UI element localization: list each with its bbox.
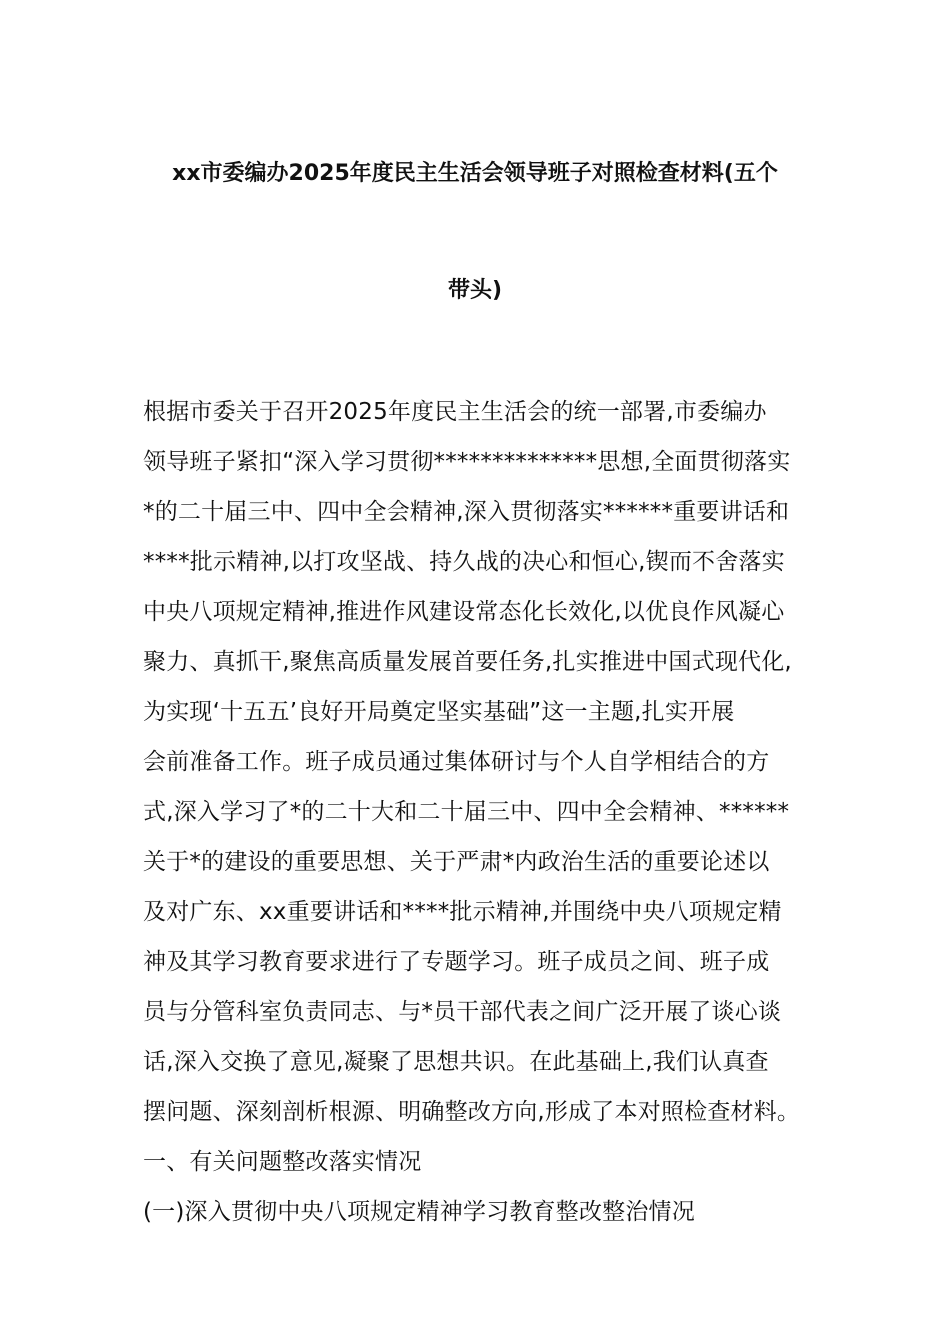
body-text-line: 根据市委关于召开2025年度民主生活会的统一部署,市委编办: [143, 399, 767, 425]
body-text-line: 话,深入交换了意见,凝聚了思想共识。在此基础上,我们认真查: [143, 1049, 769, 1075]
body-text-line: 神及其学习教育要求进行了专题学习。班子成员之间、班子成: [143, 949, 770, 975]
body-text-line: 领导班子紧扣“深入学习贯彻**************思想,全面贯彻落实: [143, 449, 791, 475]
subsection-heading: (一)深入贯彻中央八项规定精神学习教育整改整治情况: [143, 1199, 695, 1225]
document-title-line-1: xx市委编办2025年度民主生活会领导班子对照检查材料(五个: [172, 161, 778, 186]
section-heading: 一、有关问题整改落实情况: [143, 1149, 422, 1175]
body-text-line: 会前准备工作。班子成员通过集体研讨与个人自学相结合的方: [143, 749, 770, 775]
document-title-line-2: 带头): [447, 278, 503, 303]
body-text-line: 员与分管科室负责同志、与*员干部代表之间广泛开展了谈心谈: [143, 999, 782, 1025]
body-text-line: 关于*的建设的重要思想、关于严肃*内政治生活的重要论述以: [143, 849, 770, 875]
body-text-line: ****批示精神,以打攻坚战、持久战的决心和恒心,锲而不舍落实: [143, 549, 785, 575]
body-text-line: 为实现‘十五五’良好开局奠定坚实基础”这一主题,扎实开展: [143, 699, 735, 725]
body-text-line: *的二十届三中、四中全会精神,深入贯彻落实******重要讲话和: [143, 499, 790, 525]
body-text-line: 式,深入学习了*的二十大和二十届三中、四中全会精神、******: [143, 799, 790, 825]
body-text-line: 及对广东、xx重要讲话和****批示精神,并围绕中央八项规定精: [143, 899, 782, 925]
body-text-line: 中央八项规定精神,推进作风建设常态化长效化,以优良作风凝心: [143, 599, 785, 625]
body-text-line: 摆问题、深刻剖析根源、明确整改方向,形成了本对照检查材料。: [143, 1099, 801, 1125]
body-text-line: 聚力、真抓干,聚焦高质量发展首要任务,扎实推进中国式现代化,: [143, 649, 792, 675]
